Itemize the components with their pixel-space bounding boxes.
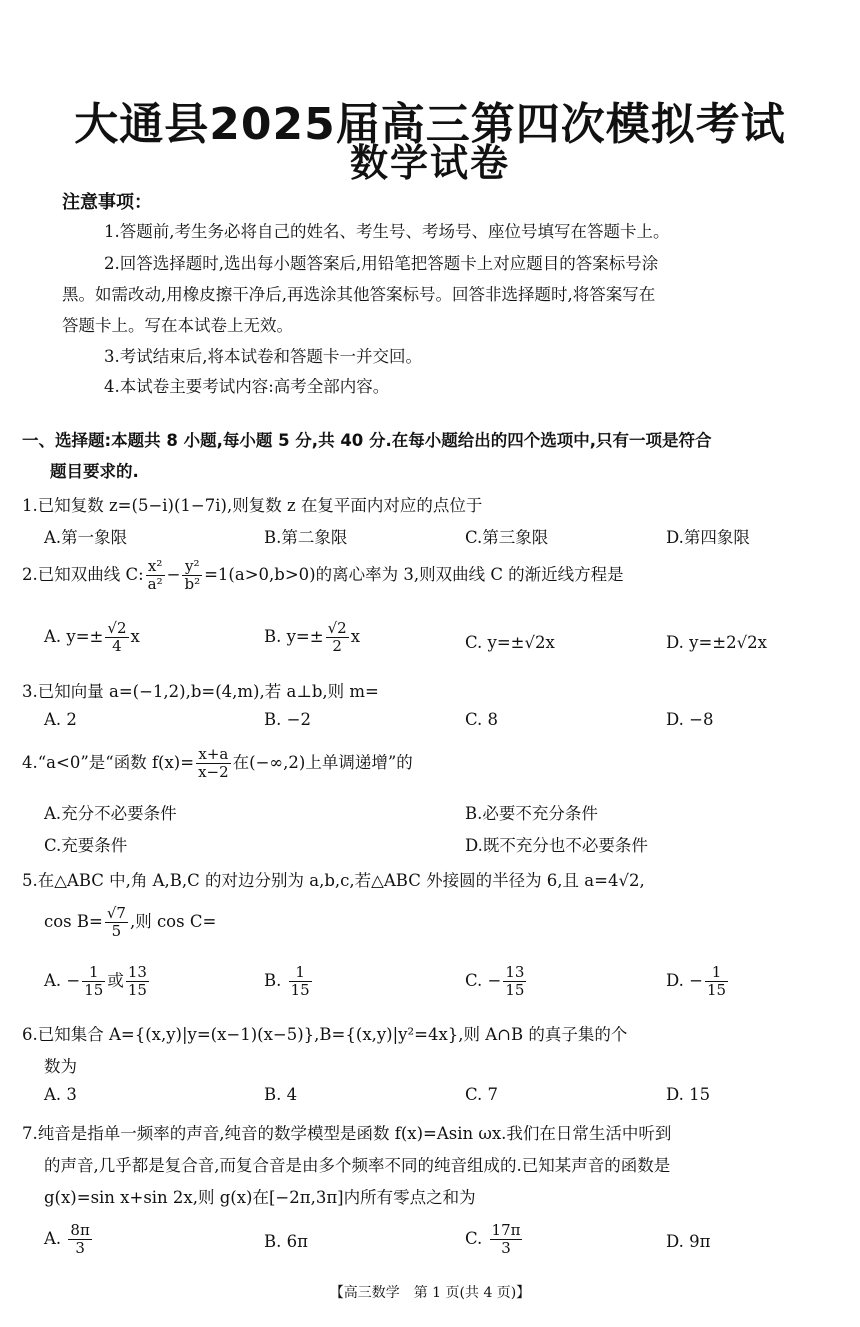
q2-b-den: 2 [332,637,342,655]
q3-option-c: C. 8 [465,710,499,729]
question-2-stem [22,558,624,593]
q5-frac-numerator: √7 [106,904,126,922]
q4-frac-numerator: x+a [196,746,231,764]
q2-b-post: x [350,627,361,646]
q5-frac-denominator: 5 [111,922,122,940]
notice-item: 答题卡上。写在本试卷上无效。 [62,316,293,335]
question-7-line2: 的声音,几乎都是复合音,而复合音是由多个频率不同的纯音组成的.已知某声音的函数是 [44,1156,671,1175]
q5-a-num1: 1 [82,964,105,982]
q6-option-b: B. 4 [264,1085,298,1104]
q7-c-den: 3 [501,1239,511,1257]
q4-option-a: A.充分不必要条件 [44,804,177,823]
q2-b-pre: B. y=± [264,627,324,646]
exam-subtitle: 数学试卷 [349,141,510,185]
q5-line2-pre: cos B= [44,912,103,931]
q2-a-fraction [105,620,128,655]
q2-frac1-denominator: a² [147,575,163,593]
q2-fraction-y [182,558,202,593]
q5-d-num: 1 [705,964,728,982]
q7-a-num: 8π [70,1221,90,1239]
exam-title: 大通县2025届高三第四次模拟考试 [74,99,786,150]
q6-option-c: C. 7 [465,1085,499,1104]
q5-d-pre: D. − [666,971,703,990]
q7-c-fraction [490,1222,523,1257]
q3-option-b: B. −2 [264,710,311,729]
q7-a-fraction [68,1222,91,1257]
q5-option-d [666,964,730,999]
q5-b-fraction [289,964,312,999]
q2-a-num: √2 [107,619,127,637]
q5-a-pre: A. − [44,971,81,990]
question-5-line1: 5.在△ABC 中,角 A,B,C 的对边分别为 a,b,c,若△ABC 外接圆的半径为 6,且 a=4√2, [22,871,645,890]
q5-b-den: 15 [290,981,310,999]
notice-item: 4.本试卷主要考试内容:高考全部内容。 [104,377,390,396]
notice-item: 1.答题前,考生务必将自己的姓名、考生号、考场号、座位号填写在答题卡上。 [104,222,670,241]
page-footer: 【高三数学 第 1 页(共 4 页)】 [329,1285,531,1301]
q5-d-fraction [705,964,728,999]
q5-a-fraction1 [82,964,105,999]
q7-option-c [465,1222,524,1257]
notice-heading: 注意事项： [62,192,152,213]
q1-option-c: C.第三象限 [465,528,549,547]
q2-a-pre: A. y=± [44,627,104,646]
question-7-line1: 7.纯音是指单一频率的声音,纯音的数学模型是函数 f(x)=Asin ωx.我们在日常生活中听到 [22,1124,672,1143]
q5-a-fraction2 [126,964,149,999]
q6-option-d: D. 15 [666,1085,711,1104]
q5-c-den: 15 [505,981,525,999]
q7-option-b: B. 6π [264,1232,308,1251]
q5-a-den1: 15 [84,981,104,999]
q5-a-num2: 13 [127,963,147,981]
question-6-line2: 数为 [44,1057,77,1076]
q2-b-num: √2 [327,619,347,637]
q1-option-d: D.第四象限 [666,528,750,547]
q5-b-pre: B. [264,971,287,990]
notice-item: 黑。如需改动,用橡皮擦干净后,再选涂其他答案标号。回答非选择题时,将答案写在 [62,285,656,304]
question-1-stem: 1.已知复数 z=(5−i)(1−7i),则复数 z 在复平面内对应的点位于 [22,496,483,515]
q1-option-a: A.第一象限 [44,528,128,547]
section-heading: 一、选择题:本题共 8 小题,每小题 5 分,共 40 分.在每小题给出的四个选项中,只有一项是符合 [22,431,712,450]
q4-option-b: B.必要不充分条件 [465,804,598,823]
q2-stem-post: =1(a>0,b>0)的离心率为 3,则双曲线 C 的渐近线方程是 [204,565,624,584]
q5-c-fraction [503,964,526,999]
q2-option-d: D. y=±2√2x [666,633,767,652]
q5-d-den: 15 [706,981,727,999]
q7-option-d: D. 9π [666,1232,711,1251]
question-7-line3: g(x)=sin x+sin 2x,则 g(x)在[−2π,3π]内所有零点之和为 [44,1188,476,1207]
q5-line2-post: ,则 cos C= [129,912,217,931]
q2-option-c: C. y=±√2x [465,633,555,652]
q6-option-a: A. 3 [44,1085,77,1104]
q5-option-a [44,964,151,999]
q4-option-c: C.充要条件 [44,836,128,855]
q5-a-den2: 15 [127,981,147,999]
q2-minus: − [166,565,181,584]
q7-a-den: 3 [75,1239,85,1257]
q2-frac2-numerator: y² [182,558,202,576]
q4-frac-denominator: x−2 [198,763,229,781]
q2-a-den: 4 [112,637,122,655]
q7-c-num: 17π [491,1221,521,1239]
q5-a-mid: 或 [107,971,124,990]
notice-item: 3.考试结束后,将本试卷和答题卡一并交回。 [104,347,422,366]
q7-option-a [44,1222,94,1257]
section-heading-cont: 题目要求的. [50,462,139,481]
q7-c-pre: C. [465,1229,488,1248]
question-4-stem [22,746,413,781]
q5-option-c [465,964,528,999]
q4-stem-post: 在(−∞,2)上单调递增”的 [232,753,413,772]
q5-option-b [264,964,314,999]
q2-frac1-numerator: x² [146,558,165,576]
question-5-line2 [44,905,216,940]
q3-option-d: D. −8 [666,710,714,729]
q4-option-d: D.既不充分也不必要条件 [465,836,648,855]
q2-frac2-denominator: b² [184,575,201,593]
notice-item: 2.回答选择题时,选出每小题答案后,用铅笔把答题卡上对应题目的答案标号涂 [104,254,659,273]
q5-c-num: 13 [505,963,525,981]
q2-stem-pre: 2.已知双曲线 C: [22,565,144,584]
q5-c-pre: C. − [465,971,502,990]
q5-b-num: 1 [289,964,312,982]
q2-a-post: x [130,627,140,646]
q5-fraction [105,905,128,940]
q2-b-fraction [326,620,349,655]
q2-option-a [44,620,140,655]
question-6-line1: 6.已知集合 A={(x,y)|y=(x−1)(x−5)},B={(x,y)|y²=4x},则 A∩B 的真子集的个 [22,1025,628,1044]
q2-option-b [264,620,360,655]
q4-fraction [196,746,231,781]
q7-a-pre: A. [44,1229,67,1248]
q3-option-a: A. 2 [44,710,77,729]
q1-option-b: B.第二象限 [264,528,348,547]
question-3-stem: 3.已知向量 a=(−1,2),b=(4,m),若 a⊥b,则 m= [22,682,379,701]
q2-fraction-x [146,558,165,593]
q4-stem-pre: 4.“a<0”是“函数 f(x)= [22,753,195,772]
